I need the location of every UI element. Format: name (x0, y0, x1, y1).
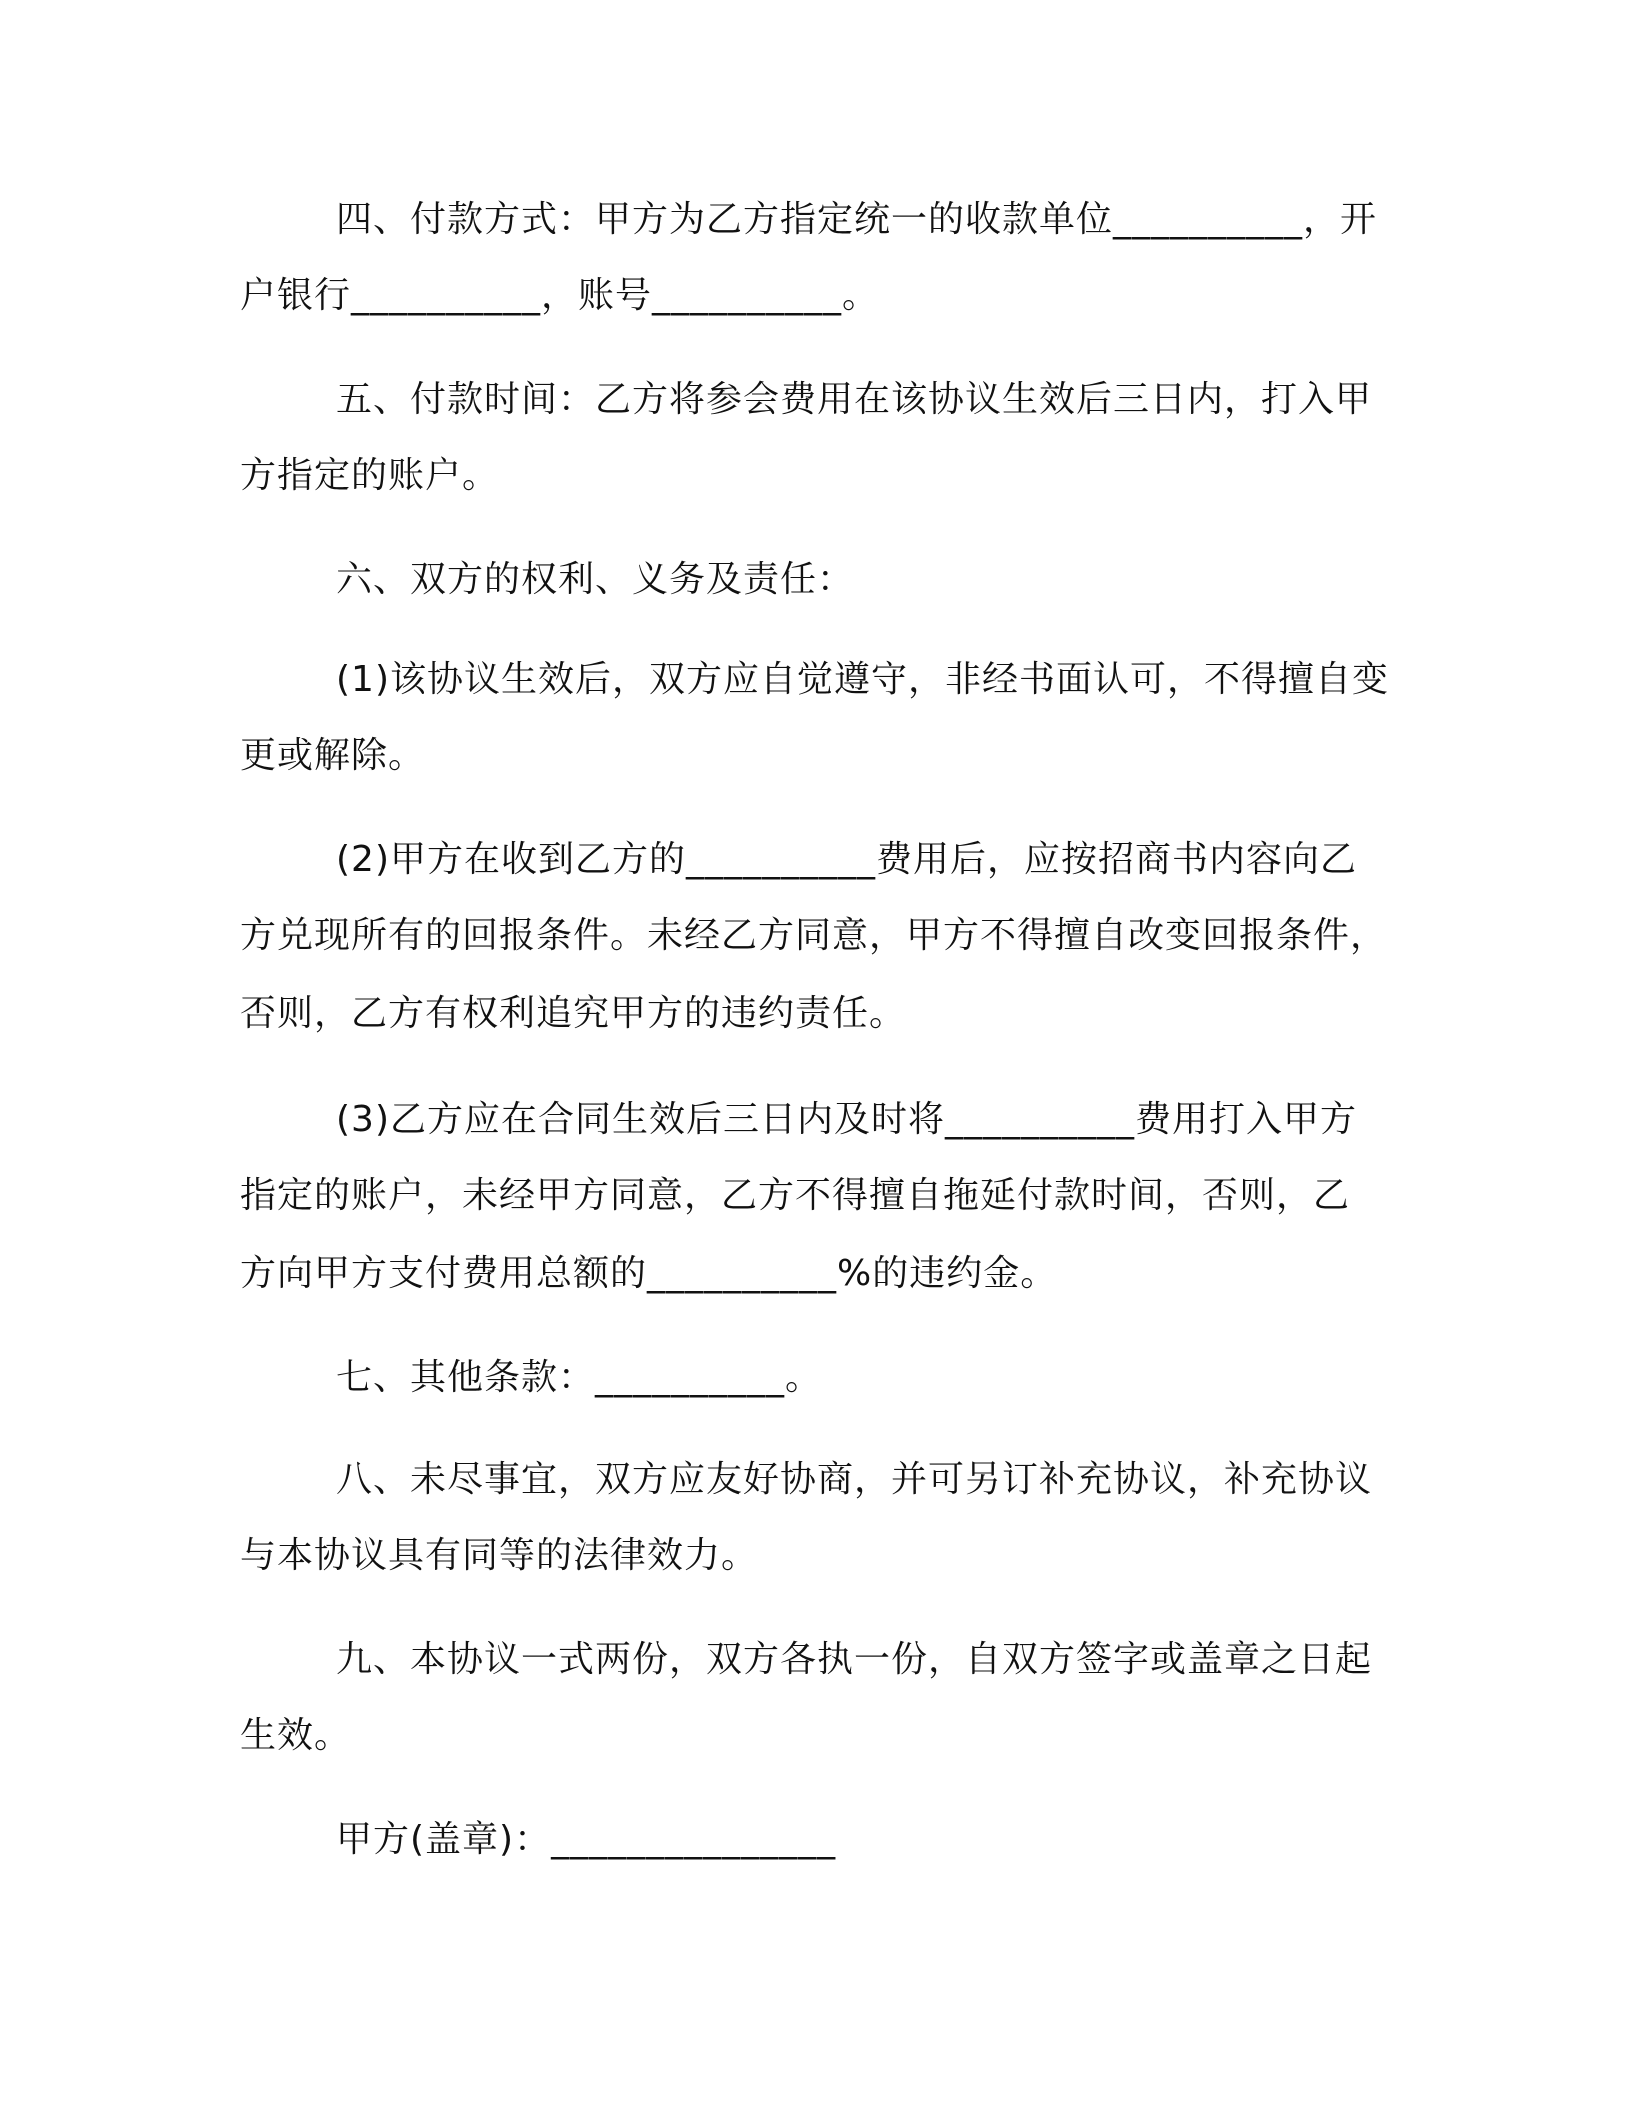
clause-6-2-line-2: 方兑现所有的回报条件。未经乙方同意，甲方不得擅自改变回报条件， (240, 915, 1388, 956)
clause-8-line-1: 八、未尽事宜，双方应友好协商，并可另订补充协议，补充协议 (336, 1459, 1373, 1500)
clause-6-3-line-2: 指定的账户，未经甲方同意，乙方不得擅自拖延付款时间，否则，乙 (240, 1175, 1351, 1216)
clause-9-line-1: 九、本协议一式两份，双方各执一份，自双方签字或盖章之日起 (336, 1639, 1373, 1680)
clause-5-line-1: 五、付款时间：乙方将参会费用在该协议生效后三日内，打入甲 (336, 379, 1373, 420)
clause-7: 七、其他条款：__________。 (336, 1357, 823, 1398)
clause-6-2-line-1: (2)甲方在收到乙方的__________费用后，应按招商书内容向乙 (336, 839, 1357, 880)
clause-9-line-2: 生效。 (240, 1715, 352, 1756)
clause-6-heading: 六、双方的权利、义务及责任： (336, 559, 855, 600)
clause-8-line-2: 与本协议具有同等的法律效力。 (240, 1535, 759, 1576)
clause-4-line-1: 四、付款方式：甲方为乙方指定统一的收款单位__________，开 (336, 199, 1378, 240)
clause-6-1-line-1: (1)该协议生效后，双方应自觉遵守，非经书面认可，不得擅自变 (336, 659, 1389, 700)
clause-4-line-2: 户银行__________，账号__________。 (240, 275, 880, 316)
clause-6-3-line-1: (3)乙方应在合同生效后三日内及时将__________费用打入甲方 (336, 1099, 1357, 1140)
clause-5-line-2: 方指定的账户。 (240, 455, 500, 496)
clause-6-2-line-3: 否则，乙方有权利追究甲方的违约责任。 (240, 993, 907, 1034)
clause-6-3-line-3: 方向甲方支付费用总额的__________%的违约金。 (240, 1253, 1058, 1294)
clause-6-1-line-2: 更或解除。 (240, 735, 426, 776)
party-a-seal-line: 甲方(盖章)：_______________ (336, 1819, 837, 1860)
